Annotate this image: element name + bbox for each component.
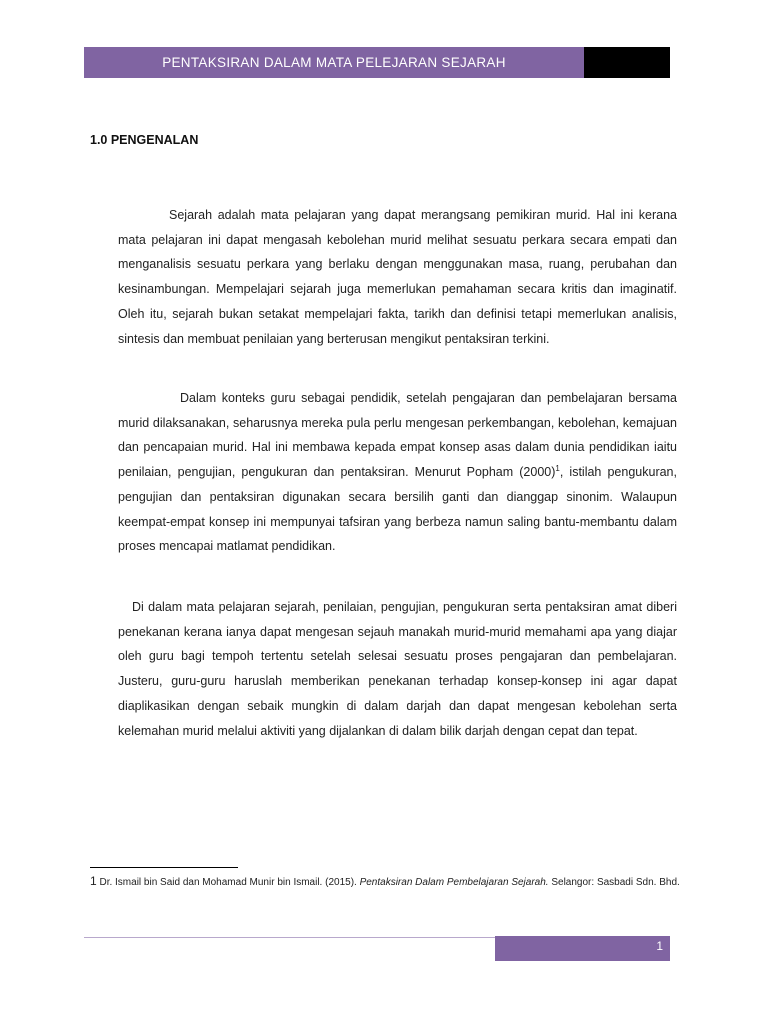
paragraph-2-text-before: Dalam konteks guru sebagai pendidik, setelah pengajaran dan pembelajaran bersama murid dilaksanakan, seharusnya mereka pula perlu mengesan perkembangan, kebolehan, kemajuan dan pencapaian murid. Hal ini membawa kepada empat konsep asas dalam dunia pendidikan iaitu penilaian, pengujian, pengukuran dan pentaksiran. Menurut Popham (2000) bbox=[118, 391, 677, 480]
paragraph-3-text: Di dalam mata pelajaran sejarah, penilaian, pengujian, pengukuran serta pentaksiran amat diberi penekanan kerana ianya dapat mengesan sejauh manakah murid-murid memahami apa yang diajar oleh guru bagi tempoh tertentu setelah selesai sesuatu proses pengajaran dan pembelajaran. Justeru, guru-guru haruslah memberikan penekanan terhadap konsep-konsep ini agar dapat diaplikasikan dengan sebaik mungkin di dalam darjah dan dapat mengesan kebolehan serta kelemahan murid melalui aktiviti yang dijalankan di dalam bilik darjah dengan cepat dan tepat. bbox=[118, 600, 677, 738]
paragraph-2-text bbox=[118, 386, 677, 559]
header-black-block bbox=[584, 47, 670, 78]
footnote-reference[interactable]: 1 bbox=[555, 463, 560, 473]
footnote-authors: Dr. Ismail bin Said dan Mohamad Munir bin Ismail. (2015). bbox=[96, 877, 360, 888]
page-header bbox=[84, 47, 670, 78]
footnote-separator bbox=[90, 867, 238, 868]
paragraph-2-text-after: , istilah pengukuran, pengujian dan pentaksiran digunakan secara bersilih ganti dan dianggap sinonim. Walaupun keempat-empat konsep ini mempunyai tafsiran yang berbeza namun saling bantu-membantu dalam proses mencapai matlamat pendidikan. bbox=[118, 465, 677, 554]
footer-page-box bbox=[495, 936, 670, 961]
paragraph-3 bbox=[118, 595, 677, 743]
footnote bbox=[90, 873, 680, 891]
header-title: PENTAKSIRAN DALAM MATA PELEJARAN SEJARAH bbox=[84, 47, 584, 78]
page-number: 1 bbox=[656, 939, 663, 953]
paragraph-1-text: Sejarah adalah mata pelajaran yang dapat merangsang pemikiran murid. Hal ini kerana mata pelajaran ini dapat mengasah kebolehan murid melihat sesuatu perkara secara empati dan menganalisis sesuatu perkara yang berlaku dengan menggunakan masa, ruang, perubahan dan kesinambungan. Mempelajari sejarah juga memerlukan pemahaman secara kritis dan imaginatif. Oleh itu, sejarah bukan setakat mempelajari fakta, tarikh dan definisi tetapi memerlukan analisis, sintesis dan membuat penilaian yang berterusan mengikut pentaksiran terkini. bbox=[118, 208, 677, 346]
footnote-publisher: Selangor: Sasbadi Sdn. Bhd. bbox=[548, 877, 680, 888]
paragraph-2 bbox=[118, 386, 677, 559]
footnote-number: 1 bbox=[90, 874, 97, 888]
section-title: 1.0 PENGENALAN bbox=[90, 133, 199, 147]
footnote-book-title: Pentaksiran Dalam Pembelajaran Sejarah. bbox=[359, 877, 549, 888]
paragraph-1 bbox=[118, 203, 677, 351]
footer-divider bbox=[84, 937, 495, 938]
